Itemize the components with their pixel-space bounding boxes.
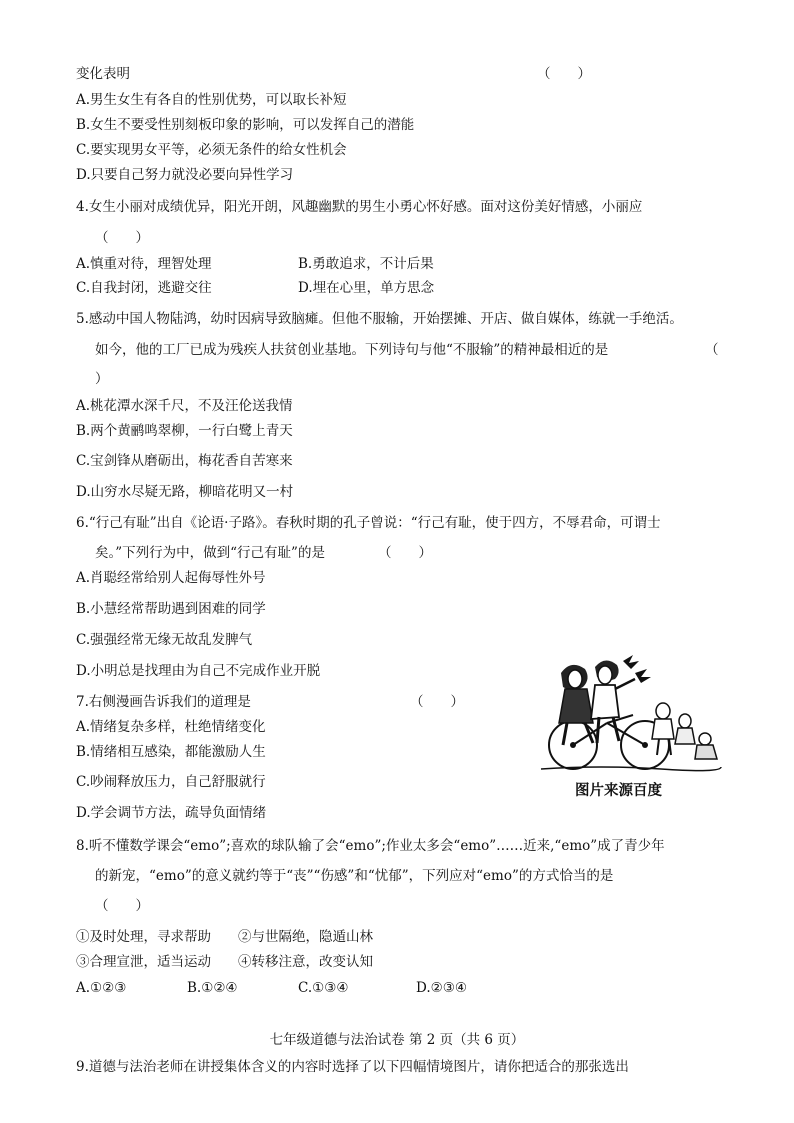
q7-stem: 7.右侧漫画告诉我们的道理是 bbox=[76, 694, 251, 710]
q5-option-c: C.宝剑锋从磨砺出，梅花香自苦寒来 bbox=[76, 453, 293, 469]
page-footer: 七年级道德与法治试卷 第 2 页（共 6 页） bbox=[269, 1032, 525, 1048]
q9-stem: 9.道德与法治老师在讲授集体含义的内容时选择了以下四幅情境图片，请你把适合的那张选出 bbox=[76, 1059, 629, 1075]
q8-option-b: B.①②④ bbox=[187, 980, 238, 996]
q8-answer-paren: （ ） bbox=[95, 898, 149, 914]
q3-option-b: B.女生不要受性别刻板印象的影响，可以发挥自己的潜能 bbox=[76, 117, 415, 133]
q4-option-c: C.自我封闭，逃避交往 bbox=[76, 280, 212, 296]
q5-option-d: D.山穷水尽疑无路，柳暗花明又一村 bbox=[76, 484, 294, 500]
q6-option-d: D.小明总是找理由为自己不完成作业开脱 bbox=[76, 663, 321, 679]
q7-option-a: A.情绪复杂多样，杜绝情绪变化 bbox=[76, 719, 266, 735]
q5-stem-line1: 5.感动中国人物陆鸿，幼时因病导致脑瘫。但他不服输，开始摆摊、开店、做自媒体，练就一手绝活。 bbox=[76, 311, 683, 327]
q8-option-a: A.①②③ bbox=[76, 980, 127, 996]
q3-option-c: C.要实现男女平等，必须无条件的给女性机会 bbox=[76, 142, 347, 158]
q6-option-c: C.强强经常无缘无故乱发脾气 bbox=[76, 632, 253, 648]
cartoon-caption: 图片来源百度 bbox=[575, 783, 662, 799]
q6-stem-line1: 6.“行己有耻”出自《论语·子路》。春秋时期的孔子曾说：“行己有耻，使于四方，不辱君命，可谓士 bbox=[76, 515, 661, 531]
cartoon-illustration bbox=[537, 653, 723, 773]
q6-stem-line2: 矣。”下列行为中，做到“行己有耻”的是 bbox=[95, 545, 325, 561]
woman-figure bbox=[559, 665, 593, 745]
q7-answer-paren: （ ） bbox=[410, 694, 464, 710]
q7-option-b: B.情绪相互感染，都能激励人生 bbox=[76, 744, 266, 760]
q6-option-a: A.肖聪经常给别人起侮辱性外号 bbox=[76, 570, 266, 586]
q8-option-d: D.②③④ bbox=[416, 980, 467, 996]
q5-option-a: A.桃花潭水深千尺，不及汪伦送我情 bbox=[76, 398, 293, 414]
man-figure bbox=[591, 660, 635, 743]
q5-option-b: B.两个黄鹂鸣翠柳，一行白鹭上青天 bbox=[76, 423, 293, 439]
q4-answer-paren: （ ） bbox=[95, 230, 149, 246]
children-figures bbox=[652, 703, 717, 759]
q3-option-a: A.男生女生有各自的性别优势，可以取长补短 bbox=[76, 92, 347, 108]
q8-items-line1: ①及时处理，寻求帮助 ②与世隔绝，隐遁山林 bbox=[76, 929, 373, 945]
q7-option-d: D.学会调节方法，疏导负面情绪 bbox=[76, 805, 267, 821]
q3-stem: 变化表明 bbox=[76, 66, 130, 82]
q8-stem-line1: 8.听不懂数学课会“emo”;喜欢的球队输了会“emo”;作业太多会“emo”……近来,“emo”成了青少年 bbox=[76, 838, 665, 854]
q3-option-d: D.只要自己努力就没必要向异性学习 bbox=[76, 167, 294, 183]
q5-stem-line2: 如今，他的工厂已成为残疾人扶贫创业基地。下列诗句与他“不服输”的精神最相近的是 bbox=[95, 342, 609, 358]
q8-items-line2: ③合理宣泄，适当运动 ④转移注意，改变认知 bbox=[76, 954, 373, 970]
q8-stem-line2: 的新宠，“emo”的意义就约等于“丧”“伤感”和“忧郁”，下列应对“emo”的方式恰当的是 bbox=[95, 868, 614, 884]
q4-option-b: B.勇敢追求，不计后果 bbox=[298, 256, 434, 272]
q4-option-a: A.慎重对待，理智处理 bbox=[76, 256, 212, 272]
q5-answer-paren-close: ） bbox=[95, 371, 109, 387]
q4-stem: 4.女生小丽对成绩优异，阳光开朗，风趣幽默的男生小勇心怀好感。面对这份美好情感，小丽应 bbox=[76, 199, 643, 215]
q6-option-b: B.小慧经常帮助遇到困难的同学 bbox=[76, 601, 266, 617]
q8-option-c: C.①③④ bbox=[298, 980, 349, 996]
q3-answer-paren: （ ） bbox=[537, 66, 591, 82]
q7-option-c: C.吵闹释放压力，自己舒服就行 bbox=[76, 774, 266, 790]
q4-option-d: D.埋在心里，单方思念 bbox=[298, 280, 435, 296]
q5-answer-paren-open: （ bbox=[705, 342, 719, 358]
q6-answer-paren: （ ） bbox=[378, 545, 432, 561]
